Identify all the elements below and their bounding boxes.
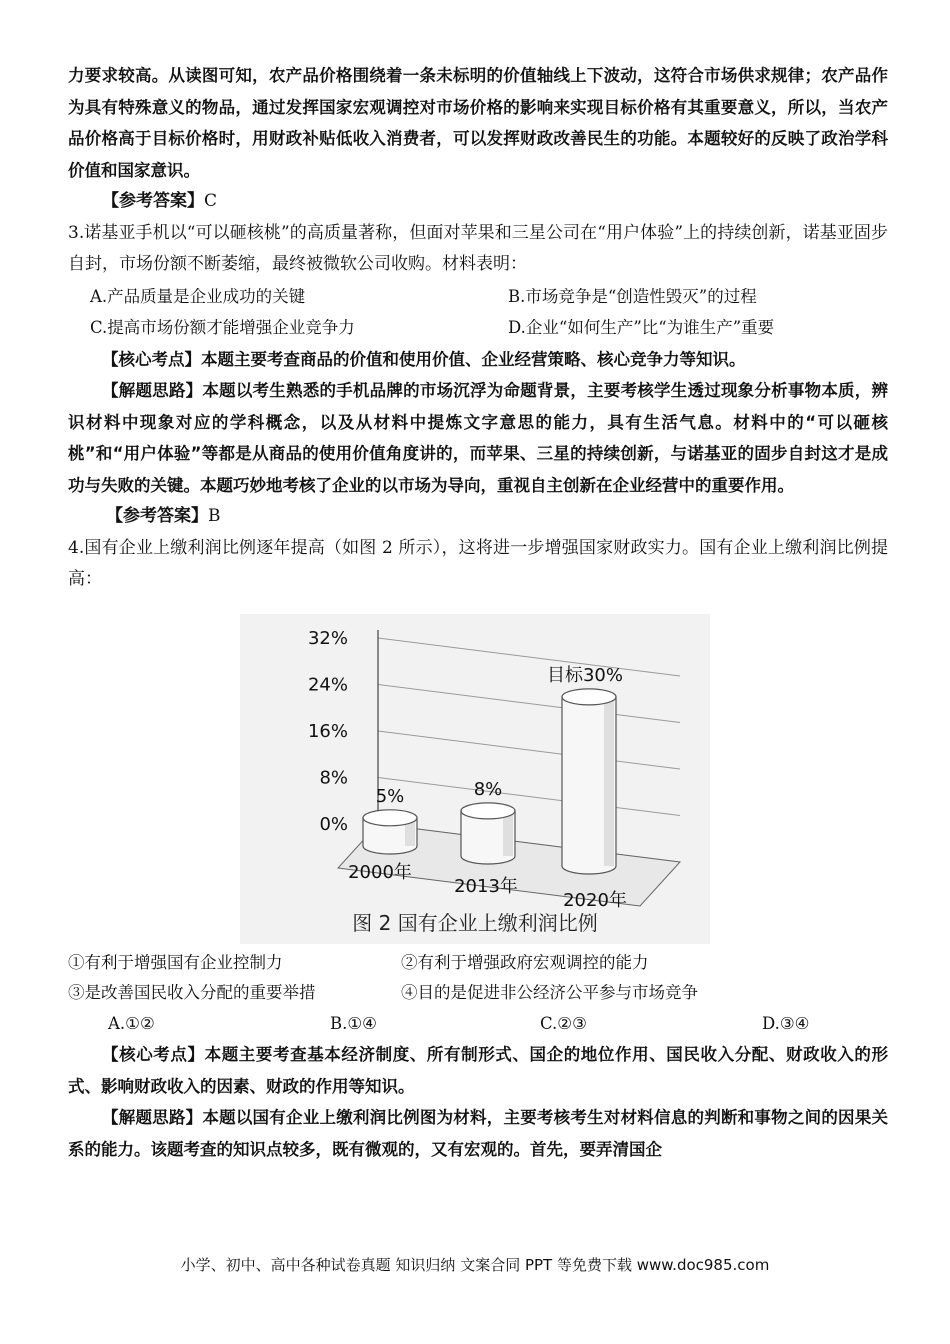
bar-top xyxy=(363,809,417,825)
q3-answer-value: B xyxy=(208,506,221,526)
y-tick-label: 24% xyxy=(307,674,348,695)
q4-core-points: 【核心考点】本题主要考查基本经济制度、所有制形式、国企的地位作用、国民收入分配、财政收入的形式、影响财政收入的因素、财政的作用等知识。 xyxy=(68,1045,888,1096)
q3-options xyxy=(68,281,888,344)
bar-data-label: 5% xyxy=(375,785,405,807)
q4-option-d: D.③④ xyxy=(762,1013,810,1033)
q3-option-d: D.企业“如何生产”比“为谁生产”重要 xyxy=(508,318,775,337)
document-page xyxy=(68,60,888,1165)
q3-option-b: B.市场竞争是“创造性毁灭”的过程 xyxy=(508,286,757,306)
q4-statement-4: ④目的是促进非公经济公平参与市场竞争 xyxy=(401,982,698,1002)
bar-shade xyxy=(604,696,614,865)
chart-svg xyxy=(240,614,710,944)
q4-option-c: C.②③ xyxy=(540,1013,587,1033)
q2-answer xyxy=(68,186,888,218)
chart-title: 图 2 国有企业上缴利润比例 xyxy=(352,910,598,935)
bar-data-label: 8% xyxy=(473,778,503,800)
q4-statement-1: ①有利于增强国有企业控制力 xyxy=(68,952,283,972)
bar-top xyxy=(461,802,515,818)
q4-statements xyxy=(68,948,888,1008)
q3-core-points: 【核心考点】本题主要考查商品的价值和使用价值、企业经营策略、核心竞争力等知识。 xyxy=(102,349,746,369)
answer-label: 【参考答案】 xyxy=(102,191,204,211)
q3-stem: 3.诺基亚手机以“可以砸核桃”的高质量著称，但面对苹果和三星公司在“用户体验”上的持续创新，诺基亚固步自封，市场份额不断萎缩，最终被微软公司收购。材料表明： xyxy=(68,222,888,274)
q4-option-b: B.①④ xyxy=(330,1013,377,1033)
q3-analysis: 【解题思路】本题以考生熟悉的手机品牌的市场沉浮为命题背景，主要考核学生透过现象分析事物本质，辨识材料中现象对应的学科概念，以及从材料中提炼文字意思的能力，具有生活气息。材料中的“可以砸核桃”和“用户体验”等都是从商品的使用价值角度讲的，而苹果、三星的持续创新，与诺基亚的固步自封这才是成功与失败的关键。本题巧妙地考核了企业的以市场为导向，重视自主创新在企业经营中的重要作用。 xyxy=(68,381,888,495)
q4-analysis: 【解题思路】本题以国有企业上缴利润比例图为材料，主要考核考生对材料信息的判断和事物之间的因果关系的能力。该题考查的知识点较多，既有微观的，又有宏观的。首先，要弄清国企 xyxy=(68,1108,888,1159)
y-tick-label: 32% xyxy=(307,627,348,649)
bar-data-label: 目标30% xyxy=(546,664,624,686)
page-footer: 小学、初中、高中各种试卷真题 知识归纳 文案合同 PPT 等免费下载 www.doc985.com xyxy=(180,1256,770,1274)
x-category-label: 2013年 xyxy=(454,875,518,897)
q3-answer xyxy=(68,501,888,533)
q4-stem: 4.国有企业上缴利润比例逐年提高（如图 2 所示），这将进一步增强国家财政实力。国有企业上缴利润比例提高： xyxy=(68,537,888,589)
q4-option-a: A.①② xyxy=(108,1013,155,1033)
q3-option-a: A.产品质量是企业成功的关键 xyxy=(90,286,306,306)
y-tick-label: 0% xyxy=(319,813,348,835)
x-category-label: 2020年 xyxy=(563,889,627,911)
bar-top xyxy=(562,688,616,704)
profit-ratio-chart xyxy=(240,614,710,944)
q2-answer-value: C xyxy=(204,191,218,211)
q3-option-c: C.提高市场份额才能增强企业竞争力 xyxy=(90,318,355,337)
y-tick-label: 16% xyxy=(307,720,348,742)
x-category-label: 2000年 xyxy=(348,861,412,883)
answer-label: 【参考答案】 xyxy=(106,506,208,526)
q4-statement-3: ③是改善国民收入分配的重要举措 xyxy=(68,982,316,1002)
q4-statement-2: ②有利于增强政府宏观调控的能力 xyxy=(401,952,649,972)
intro-paragraph: 力要求较高。从读图可知，农产品价格围绕着一条未标明的价值轴线上下波动，这符合市场供求规律；农产品作为具有特殊意义的物品，通过发挥国家宏观调控对市场价格的影响来实现目标价格有其重要意义，所以，当农产品价格高于目标价格时，用财政补贴低收入消费者，可以发挥财政改善民生的功能。本题较好的反映了政治学科价值和国家意识。 xyxy=(68,66,888,180)
q4-options xyxy=(68,1008,888,1040)
y-tick-label: 8% xyxy=(319,767,348,788)
